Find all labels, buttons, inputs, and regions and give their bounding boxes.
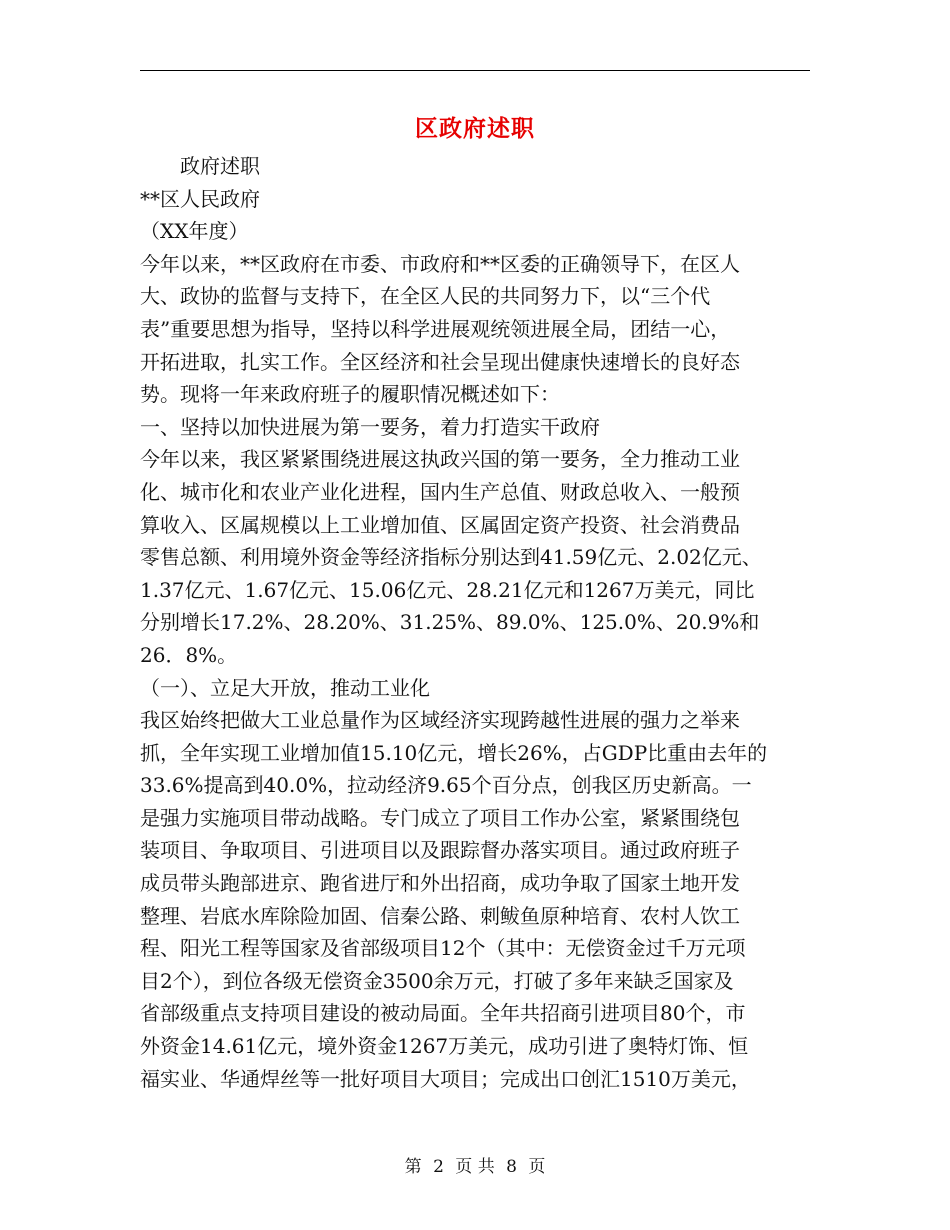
body-text-line: 政府述职 <box>140 154 260 178</box>
document-body <box>140 150 812 1095</box>
body-text-line: 一、坚持以加快进展为第一要务，着力打造实干政府 <box>140 414 600 439</box>
body-text-line: 我区始终把做大工业总量作为区域经济实现跨越性进展的强力之举来 <box>140 708 740 733</box>
body-text-line: （XX年度） <box>140 219 249 244</box>
body-text-line: 整理、岩底水库除险加固、信秦公路、刺鲅鱼原种培育、农村人饮工 <box>140 903 740 928</box>
header-rule <box>140 70 810 71</box>
footer-middle: 页 共 <box>455 1157 495 1177</box>
body-text-line: 成员带头跑部进京、跑省进厅和外出招商，成功争取了国家土地开发 <box>140 871 740 896</box>
body-text-line: 化、城市化和农业产业化进程，国内生产总值、财政总收入、一般预 <box>140 479 740 504</box>
footer-total-pages: 8 <box>506 1157 517 1177</box>
body-text-line: 势。现将一年来政府班子的履职情况概述如下： <box>140 382 560 407</box>
body-text-line: 零售总额、利用境外资金等经济指标分别达到41.59亿元、2.02亿元、 <box>140 545 762 570</box>
page-footer <box>0 1152 950 1177</box>
body-text-line: 大、政协的监督与支持下，在全区人民的共同努力下，以“三个代 <box>140 284 711 309</box>
body-text-line: 开拓进取，扎实工作。全区经济和社会呈现出健康快速增长的良好态 <box>140 349 740 374</box>
document-title: 区政府述职 <box>415 115 535 142</box>
body-text-line: 外资金14.61亿元，境外资金1267万美元，成功引进了奥特灯饰、恒 <box>140 1034 749 1059</box>
body-text-line: 分别增长17.2%、28.20%、31.25%、89.0%、125.0%、20.9%和 <box>140 610 760 635</box>
footer-suffix: 页 <box>528 1157 546 1177</box>
body-text-line: 算收入、区属规模以上工业增加值、区属固定资产投资、社会消费品 <box>140 512 740 537</box>
body-text-line: 省部级重点支持项目建设的被动局面。全年共招商引进项目80个，市 <box>140 1001 746 1026</box>
body-text-line: 是强力实施项目带动战略。专门成立了项目工作办公室，紧紧围绕包 <box>140 805 740 830</box>
body-text-line: 福实业、华通焊丝等一批好项目大项目；完成出口创汇1510万美元， <box>140 1066 751 1091</box>
body-text-line: 程、阳光工程等国家及省部级项目12个（其中：无偿资金过千万元项 <box>140 936 746 961</box>
body-text-line: 抓，全年实现工业增加值15.10亿元，增长26%，占GDP比重由去年的 <box>140 740 768 765</box>
body-text-line: **区人民政府 <box>140 186 260 211</box>
body-text-line: 26．8%。 <box>140 642 238 667</box>
footer-prefix: 第 <box>404 1157 422 1177</box>
body-text-line: 1.37亿元、1.67亿元、15.06亿元、28.21亿元和1267万美元，同比 <box>140 577 755 602</box>
body-text-line: （一）、立足大开放，推动工业化 <box>140 675 430 700</box>
body-text-line: 装项目、争取项目、引进项目以及跟踪督办落实项目。通过政府班子 <box>140 838 740 863</box>
footer-current-page: 2 <box>433 1157 444 1177</box>
body-text-line: 表”重要思想为指导，坚持以科学进展观统领进展全局，团结一心， <box>140 316 731 341</box>
body-text-line: 目2个），到位各级无偿资金3500余万元，打破了多年来缺乏国家及 <box>140 968 734 993</box>
body-text-line: 33.6%提高到40.0%，拉动经济9.65个百分点，创我区历史新高。一 <box>140 773 752 798</box>
body-text-line: 今年以来，**区政府在市委、市政府和**区委的正确领导下，在区人 <box>140 251 740 276</box>
body-text-line: 今年以来，我区紧紧围绕进展这执政兴国的第一要务，全力推动工业 <box>140 447 740 472</box>
